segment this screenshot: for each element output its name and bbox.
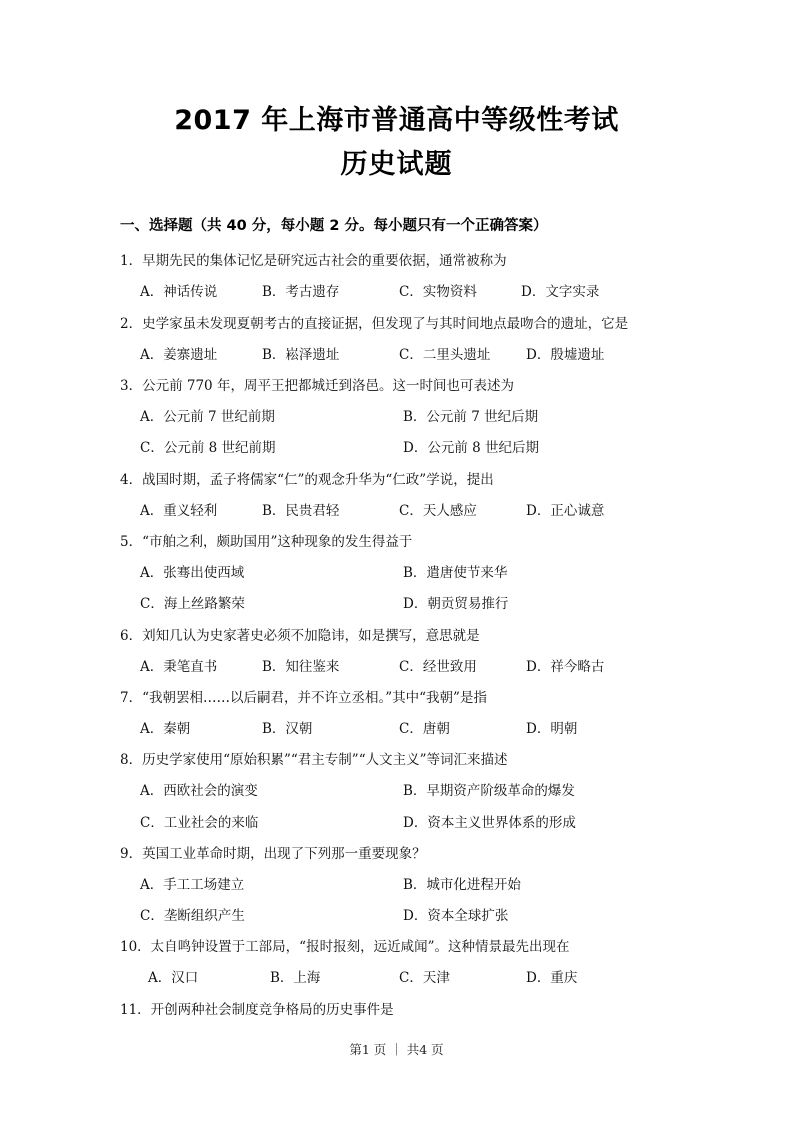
- option-9d: D．资本全球扩张: [403, 908, 509, 924]
- question-4: 4．战国时期，孟子将儒家“仁”的观念升华为“仁政”学说，提出: [120, 472, 494, 488]
- option-2a: A．姜寨遗址: [140, 347, 218, 363]
- option-8a: A．西欧社会的演变: [140, 783, 258, 799]
- question-2: 2．史学家虽未发现夏朝考古的直接证据，但发现了与其时间地点最吻合的遗址，它是: [120, 316, 629, 332]
- page-footer: 第1 页 ｜ 共4 页: [349, 1042, 444, 1057]
- option-7c: C．唐朝: [399, 721, 450, 737]
- option-3a: A．公元前 7 世纪前期: [140, 409, 275, 425]
- option-7b: B．汉朝: [262, 721, 313, 737]
- option-4b: B．民贵君轻: [262, 503, 340, 519]
- question-10: 10．太自鸣钟设置于工部局，“报时报刻，远近咸闻”。这种情景最先出现在: [120, 939, 570, 955]
- option-6b: B．知往鉴来: [262, 659, 340, 675]
- question-11: 11．开创两种社会制度竞争格局的历史事件是: [120, 1002, 394, 1018]
- option-7d: D．明朝: [526, 721, 578, 737]
- question-8: 8．历史学家使用“原始积累”“君主专制”“人文主义”等词汇来描述: [120, 752, 508, 768]
- option-4a: A．重义轻利: [140, 503, 218, 519]
- option-2d: D．殷墟遗址: [526, 347, 605, 363]
- option-10d: D．重庆: [526, 970, 578, 986]
- option-3d: D．公元前 8 世纪后期: [403, 440, 539, 456]
- option-9c: C．垄断组织产生: [140, 908, 245, 924]
- question-5: 5．“市舶之利，颇助国用”这种现象的发生得益于: [120, 534, 413, 550]
- question-6: 6．刘知几认为史家著史必须不加隐讳，如是撰写，意思就是: [120, 628, 480, 644]
- question-1: 1．早期先民的集体记忆是研究远古社会的重要依据，通常被称为: [120, 253, 507, 269]
- option-3c: C．公元前 8 世纪前期: [140, 440, 276, 456]
- question-9: 9．英国工业革命时期，出现了下列那一重要现象？: [120, 846, 426, 862]
- option-8d: D．资本主义世界体系的形成: [403, 815, 576, 831]
- option-5c: C．海上丝路繁荣: [140, 596, 245, 612]
- exam-subtitle: 历史试题: [340, 149, 453, 180]
- exam-title: 2017 年上海市普通高中等级性考试: [174, 105, 619, 136]
- option-4d: D．正心诚意: [526, 503, 605, 519]
- option-2c: C．二里头遗址: [399, 347, 491, 363]
- option-4c: C．天人感应: [399, 503, 477, 519]
- option-9a: A．手工工场建立: [140, 877, 245, 893]
- option-5a: A．张骞出使西域: [140, 565, 245, 581]
- option-9b: B．城市化进程开始: [403, 877, 521, 893]
- question-3: 3．公元前 770 年，周平王把都城迁到洛邑。这一时间也可表述为: [120, 378, 514, 394]
- option-7a: A．秦朝: [140, 721, 191, 737]
- option-3b: B．公元前 7 世纪后期: [403, 409, 539, 425]
- option-1b: B．考古遗存: [262, 284, 340, 300]
- option-10a: A．汉口: [148, 970, 199, 986]
- section-heading: 一、选择题（共 40 分，每小题 2 分。每小题只有一个正确答案）: [120, 218, 548, 234]
- option-8c: C．工业社会的来临: [140, 815, 259, 831]
- option-1a: A．神话传说: [140, 284, 218, 300]
- option-5b: B．遣唐使节来华: [403, 565, 508, 581]
- option-1c: C．实物资料: [399, 284, 477, 300]
- option-10b: B．上海: [270, 970, 321, 986]
- option-6a: A．秉笔直书: [140, 659, 218, 675]
- option-2b: B．崧泽遗址: [262, 347, 340, 363]
- option-5d: D．朝贡贸易推行: [403, 596, 509, 612]
- option-10c: C．天津: [399, 970, 450, 986]
- option-6c: C．经世致用: [399, 659, 477, 675]
- option-1d: D．文字实录: [521, 284, 600, 300]
- option-6d: D．祥今略古: [526, 659, 605, 675]
- question-7: 7．“我朝罢相……以后嗣君，并不许立丞相。”其中“我朝”是指: [120, 690, 487, 706]
- option-8b: B．早期资产阶级革命的爆发: [403, 783, 575, 799]
